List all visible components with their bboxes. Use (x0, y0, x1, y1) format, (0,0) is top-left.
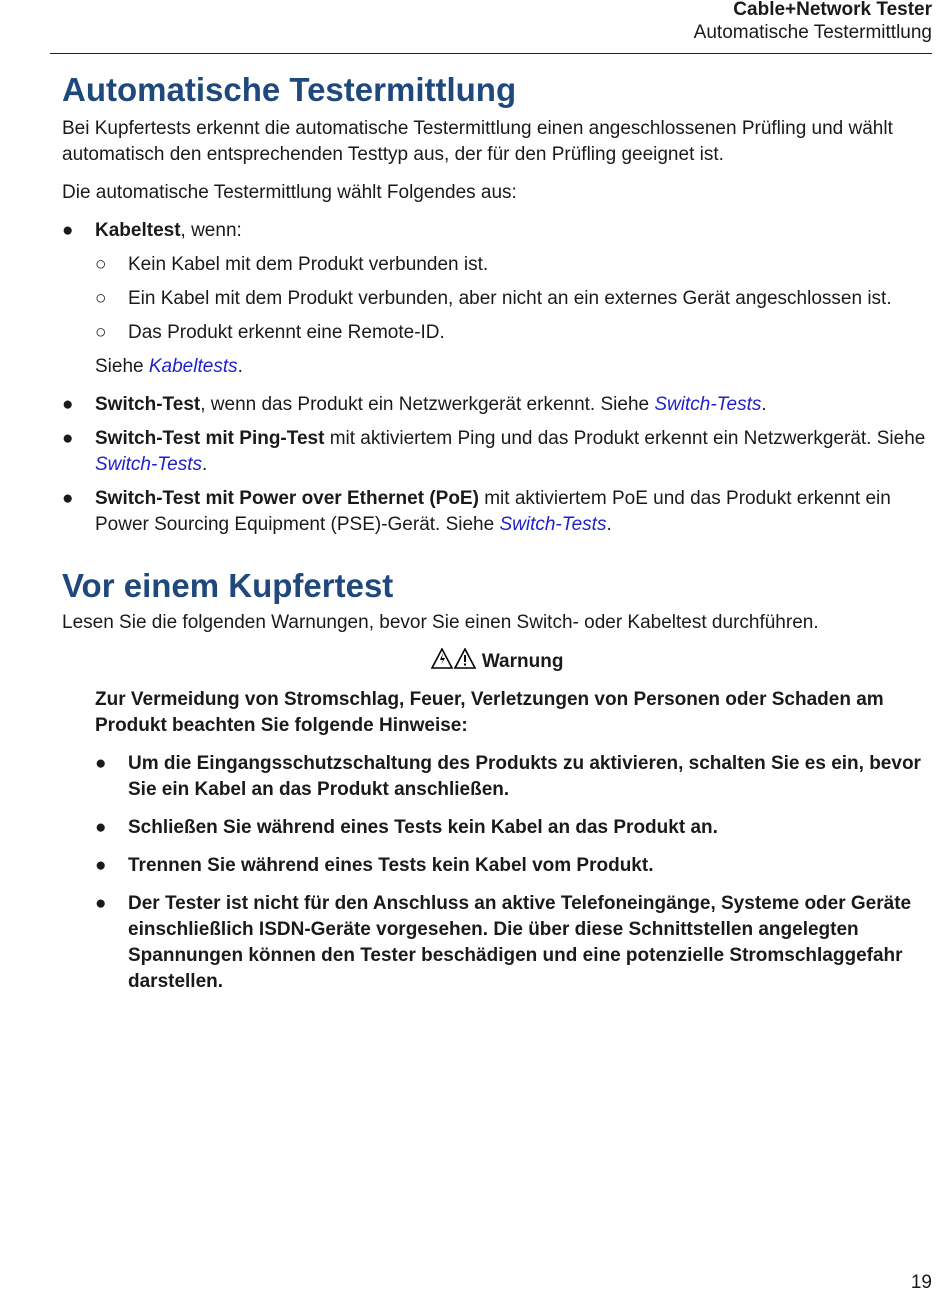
warning-heading (62, 648, 932, 675)
section-intro: Lesen Sie die folgenden Warnungen, bevor Sie einen Switch- oder Kabeltest durchführen. (62, 612, 819, 633)
warning-text: Schließen Sie während eines Tests kein Kabel an das Produkt an. (128, 817, 718, 838)
section-title-before-copper-test: Vor einem Kupfertest (62, 567, 394, 604)
test-type-list (62, 218, 932, 538)
sentence-end: . (761, 394, 767, 415)
list-item-ping-test (62, 426, 932, 478)
bullet-icon: ● (62, 394, 74, 415)
circle-bullet-icon: ○ (95, 254, 107, 275)
link-switch-tests[interactable]: Switch-Tests (95, 454, 202, 475)
see-suffix: . (237, 356, 243, 377)
link-kabeltests[interactable]: Kabeltests (148, 356, 238, 377)
circle-bullet-icon: ○ (95, 322, 107, 343)
switch-test-text: , wenn das Produkt ein Netzwerkgerät erkennt. Siehe (200, 394, 655, 415)
warning-item (95, 815, 932, 841)
warning-lead: Zur Vermeidung von Stromschlag, Feuer, Verletzungen von Personen oder Schaden am Produkt beachten Sie folgende Hinweise: (95, 689, 884, 736)
page-content (62, 70, 932, 1007)
bullet-icon: ● (95, 855, 107, 876)
page-header (50, 0, 932, 54)
list-item-cable-test (62, 218, 932, 380)
section-title-automatic-test: Automatische Testermittlung (62, 71, 517, 108)
warning-list (95, 751, 932, 995)
link-switch-tests[interactable]: Switch-Tests (654, 394, 762, 415)
poe-test-text: mit aktiviertem PoE und das Produkt erkennt ein Power Sourcing Equipment (PSE)-Gerät. Siehe (95, 488, 891, 535)
section-intro: Bei Kupfertests erkennt die automatische Testermittlung einen angeschlossenen Prüfling und wählt automatisch den entsprechenden Testtyp aus, der für den Prüfling geeignet ist. (62, 118, 893, 165)
header-section-name: Automatische Testermittlung (693, 22, 932, 43)
warning-item (95, 751, 932, 803)
circle-bullet-icon: ○ (95, 288, 107, 309)
cable-test-condition: , wenn: (180, 220, 242, 241)
ping-test-text: mit aktiviertem Ping und das Produkt erkennt ein Netzwerkgerät. Siehe (324, 428, 926, 449)
bullet-icon: ● (95, 817, 107, 838)
ping-test-term: Switch-Test mit Ping-Test (95, 428, 325, 449)
header-product-name: Cable+Network Tester (733, 0, 932, 20)
sub-item (95, 286, 932, 312)
poe-test-term: Switch-Test mit Power over Ethernet (PoE) (95, 488, 479, 509)
list-item-switch-test (62, 392, 932, 418)
warning-text: Trennen Sie während eines Tests kein Kabel vom Produkt. (128, 855, 654, 876)
sub-item-text: Ein Kabel mit dem Produkt verbunden, aber nicht an ein externes Gerät angeschlossen ist. (128, 288, 892, 309)
sub-item-text: Das Produkt erkennt eine Remote-ID. (128, 322, 445, 343)
bullet-icon: ● (95, 893, 107, 914)
bullet-icon: ● (62, 428, 74, 449)
warning-block (62, 687, 932, 995)
page-number: 19 (910, 1272, 932, 1293)
bullet-icon: ● (62, 220, 74, 241)
warning-label: Warnung (481, 651, 564, 672)
sub-item (95, 252, 932, 278)
bullet-icon: ● (95, 753, 107, 774)
sub-item-text: Kein Kabel mit dem Produkt verbunden ist. (128, 254, 489, 275)
cable-test-term: Kabeltest (95, 220, 181, 241)
bullet-icon: ● (62, 488, 74, 509)
sentence-end: . (202, 454, 208, 475)
warning-item (95, 853, 932, 879)
link-switch-tests[interactable]: Switch-Tests (499, 514, 607, 535)
list-item-poe-test (62, 486, 932, 538)
see-prefix: Siehe (95, 356, 149, 377)
sub-item (95, 320, 932, 346)
selection-lead: Die automatische Testermittlung wählt Folgendes aus: (62, 182, 517, 203)
warning-item (95, 891, 932, 995)
switch-test-term: Switch-Test (95, 394, 201, 415)
warning-triangle-icon (431, 651, 482, 672)
cable-test-see-also (95, 354, 932, 380)
sentence-end: . (606, 514, 612, 535)
warning-text: Um die Eingangsschutzschaltung des Produkts zu aktivieren, schalten Sie es ein, bevor Sie ein Kabel an das Produkt anschließen. (128, 753, 921, 800)
warning-text: Der Tester ist nicht für den Anschluss an aktive Telefoneingänge, Systeme oder Geräte einschließlich ISDN-Geräte vorgesehen. Die über diese Schnittstellen angelegten Spannungen können den Tester beschädigen und eine potenzielle Stromschlaggefahr darstellen. (128, 893, 912, 992)
cable-test-sublist (95, 252, 932, 346)
